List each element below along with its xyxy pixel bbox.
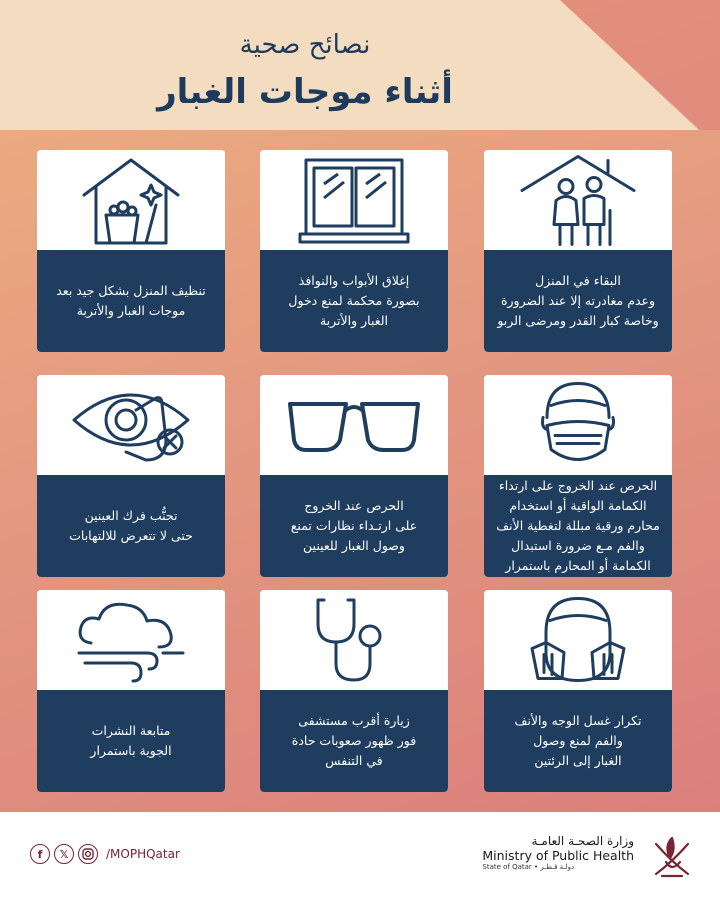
card-text: الحرص عند الخروج على ارتـداء نظارات تمنع وصول الغبار للعينين <box>290 498 418 553</box>
card-text: الحرص عند الخروج على ارتداء الكمامة الواقية أو استخدام محارم ورقية مبللة لتغطية الأنف والفم مـع ضرورة استبدال الكمامة أو المحارم باستمرار <box>496 478 660 573</box>
ministry-label <box>482 834 634 871</box>
page-subtitle: نصائح صحية <box>239 30 371 60</box>
card-text: تجنُّب فرك العينين حتى لا تتعرض للالتهابات <box>69 508 193 543</box>
social-links <box>30 844 180 864</box>
social-handle[interactable]: /MOPHQatar <box>106 847 180 861</box>
footer <box>0 812 720 900</box>
x-icon[interactable]: 𝕏 <box>54 844 74 864</box>
wind-cloud-icon <box>71 595 191 685</box>
card-stay-home <box>484 150 672 352</box>
instagram-icon[interactable] <box>78 844 98 864</box>
card-avoid-eye-rubbing <box>37 375 225 577</box>
state-label: State of Qatar • دولـة قـطـر <box>482 863 575 871</box>
card-wear-mask <box>484 375 672 577</box>
card-text: البقاء في المنزل وعدم مغادرته إلا عند الضرورة وخاصة كبار القدر ومرضى الربو <box>497 273 659 328</box>
window-icon <box>294 154 414 246</box>
card-visit-hospital <box>260 590 448 792</box>
ministry-name-english: Ministry of Public Health <box>482 848 634 863</box>
clean-house-icon <box>76 155 186 245</box>
ministry-name-arabic: وزارة الصحـة العامـة <box>531 834 634 848</box>
elderly-home-icon <box>518 153 638 248</box>
page-title: أثناء موجات الغبار <box>157 72 453 112</box>
card-text: متابعة النشرات الجوية باستمرار <box>90 723 172 758</box>
face-wash-icon <box>518 593 638 688</box>
glasses-icon <box>284 390 424 460</box>
qatar-emblem-logo <box>646 832 698 884</box>
card-text: إغلاق الأبواب والنوافذ بصورة محكمة لمنع دخول الغبار والأتربة <box>288 273 420 328</box>
card-clean-house <box>37 150 225 352</box>
card-wash-face <box>484 590 672 792</box>
card-wear-glasses <box>260 375 448 577</box>
card-text: زيارة أقرب مستشفى فور ظهور صعوبات حادة في التنفس <box>291 713 417 768</box>
facebook-icon[interactable]: f <box>30 844 50 864</box>
no-eye-rubbing-icon <box>66 380 196 470</box>
card-weather-forecasts <box>37 590 225 792</box>
card-close-windows <box>260 150 448 352</box>
face-mask-icon <box>533 378 623 473</box>
card-text: تكرار غسل الوجه والأنف والفم لمنع وصول الغبار إلى الرئتين <box>514 713 642 768</box>
stethoscope-icon <box>294 594 414 686</box>
card-text: تنظيف المنزل بشكل جيد بعد موجات الغبار والأتربة <box>56 283 206 318</box>
